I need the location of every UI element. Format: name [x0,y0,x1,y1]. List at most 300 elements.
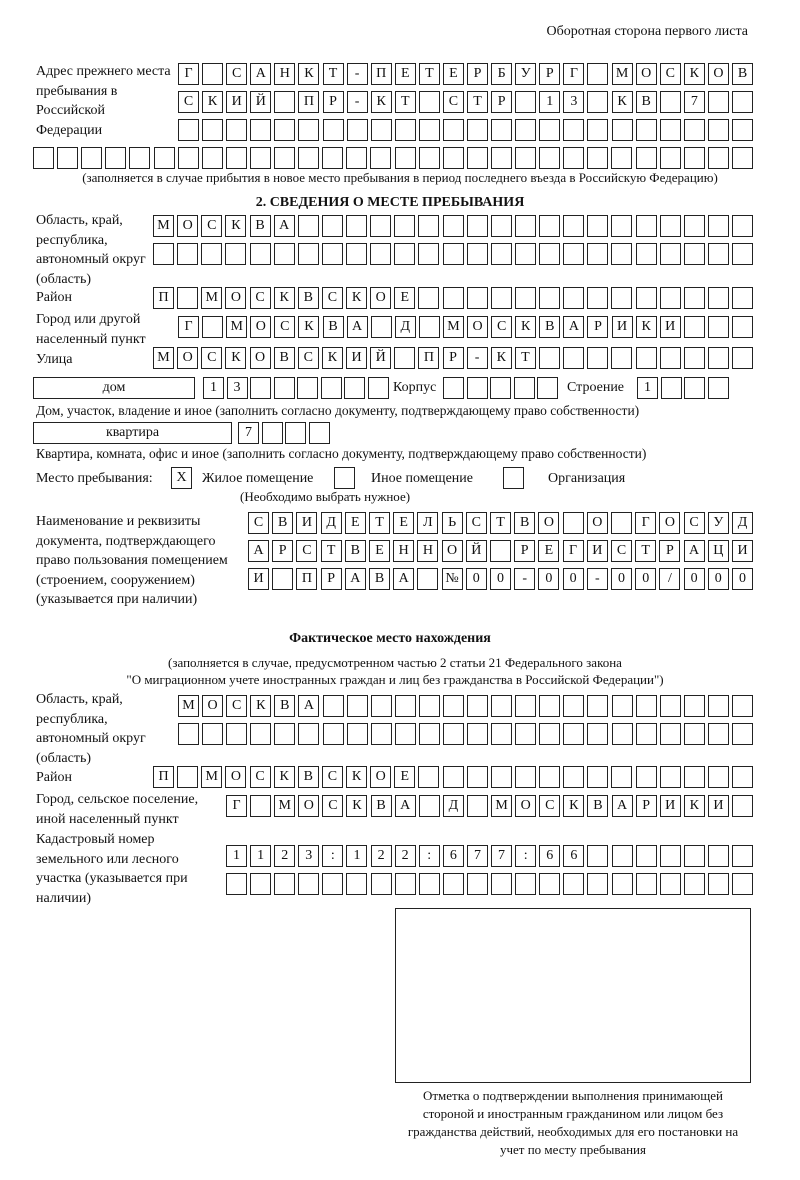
char-cell[interactable]: К [371,91,392,113]
char-cell[interactable]: Д [321,512,342,534]
char-cell[interactable]: К [298,316,319,338]
char-cell[interactable]: / [659,568,680,590]
char-cell[interactable] [394,347,415,369]
char-cell[interactable]: П [371,63,392,85]
char-cell[interactable] [684,243,705,265]
char-cell[interactable] [684,695,705,717]
char-cell[interactable] [515,91,536,113]
char-cell[interactable] [178,119,199,141]
char-cell[interactable]: М [612,63,633,85]
char-cell[interactable]: Т [490,512,511,534]
char-cell[interactable]: : [419,845,440,867]
char-cell[interactable]: 0 [684,568,705,590]
char-cell[interactable] [636,215,657,237]
char-cell[interactable]: К [202,91,223,113]
char-cell[interactable] [467,723,488,745]
char-cell[interactable] [514,377,535,399]
char-cell[interactable] [515,215,536,237]
char-cell[interactable] [467,377,488,399]
char-cell[interactable] [371,316,392,338]
char-cell[interactable] [708,695,729,717]
char-cell[interactable] [419,695,440,717]
char-cell[interactable]: В [539,316,560,338]
char-cell[interactable]: Г [635,512,656,534]
char-cell[interactable] [491,287,512,309]
char-cell[interactable]: К [346,766,367,788]
char-cell[interactable]: Р [514,540,535,562]
char-cell[interactable]: К [515,316,536,338]
char-cell[interactable]: Г [563,63,584,85]
char-cell[interactable] [587,347,608,369]
char-cell[interactable]: 7 [467,845,488,867]
char-cell[interactable] [250,243,271,265]
char-cell[interactable] [272,568,293,590]
char-cell[interactable]: А [393,568,414,590]
char-cell[interactable] [587,845,608,867]
char-cell[interactable]: И [226,91,247,113]
char-cell[interactable] [347,119,368,141]
char-cell[interactable]: Г [178,316,199,338]
char-cell[interactable] [636,287,657,309]
char-cell[interactable]: К [636,316,657,338]
char-cell[interactable] [322,873,343,895]
char-cell[interactable] [539,695,560,717]
char-cell[interactable]: И [660,795,681,817]
char-cell[interactable]: 6 [443,845,464,867]
char-cell[interactable]: П [153,766,174,788]
char-cell[interactable] [225,243,246,265]
char-cell[interactable]: - [514,568,535,590]
char-cell[interactable] [563,119,584,141]
char-cell[interactable]: О [250,347,271,369]
char-cell[interactable]: 1 [226,845,247,867]
char-cell[interactable] [250,377,271,399]
char-cell[interactable] [732,147,753,169]
char-cell[interactable]: Р [587,316,608,338]
char-cell[interactable] [660,287,681,309]
char-cell[interactable]: Е [345,512,366,534]
char-cell[interactable] [274,377,295,399]
char-cell[interactable] [274,147,295,169]
char-cell[interactable] [660,723,681,745]
char-cell[interactable]: Р [323,91,344,113]
char-cell[interactable] [563,243,584,265]
char-cell[interactable]: О [298,795,319,817]
char-cell[interactable]: - [467,347,488,369]
char-cell[interactable]: О [467,316,488,338]
char-cell[interactable] [250,119,271,141]
char-cell[interactable]: А [250,63,271,85]
char-cell[interactable] [491,695,512,717]
char-cell[interactable] [309,422,330,444]
char-cell[interactable]: Д [395,316,416,338]
char-cell[interactable]: Т [635,540,656,562]
char-cell[interactable] [708,91,729,113]
char-cell[interactable] [323,119,344,141]
char-cell[interactable] [684,873,705,895]
char-cell[interactable]: С [226,695,247,717]
char-cell[interactable]: В [587,795,608,817]
char-cell[interactable] [467,243,488,265]
char-cell[interactable]: Р [539,63,560,85]
char-cell[interactable] [298,243,319,265]
checkbox-residential[interactable]: X [171,467,192,489]
char-cell[interactable] [262,422,283,444]
char-cell[interactable] [419,795,440,817]
char-cell[interactable] [443,377,464,399]
char-cell[interactable]: О [177,347,198,369]
char-cell[interactable]: Т [395,91,416,113]
char-cell[interactable] [611,243,632,265]
char-cell[interactable] [515,873,536,895]
char-cell[interactable] [563,347,584,369]
char-cell[interactable]: Л [417,512,438,534]
char-cell[interactable]: 0 [732,568,753,590]
char-cell[interactable] [587,873,608,895]
char-cell[interactable]: № [442,568,463,590]
char-cell[interactable] [684,723,705,745]
char-cell[interactable]: К [684,63,705,85]
char-cell[interactable] [660,215,681,237]
char-cell[interactable]: А [612,795,633,817]
char-cell[interactable] [708,243,729,265]
char-cell[interactable]: С [248,512,269,534]
char-cell[interactable]: 2 [371,845,392,867]
char-cell[interactable]: О [370,766,391,788]
char-cell[interactable] [539,119,560,141]
char-cell[interactable] [660,243,681,265]
char-cell[interactable]: С [660,63,681,85]
char-cell[interactable] [612,845,633,867]
char-cell[interactable]: М [201,287,222,309]
char-cell[interactable] [418,766,439,788]
char-cell[interactable] [636,766,657,788]
char-cell[interactable]: О [636,63,657,85]
char-cell[interactable]: О [538,512,559,534]
char-cell[interactable]: 1 [346,845,367,867]
char-cell[interactable]: 0 [708,568,729,590]
char-cell[interactable] [226,873,247,895]
char-cell[interactable] [419,119,440,141]
char-cell[interactable] [708,347,729,369]
char-cell[interactable] [660,147,681,169]
char-cell[interactable] [539,287,560,309]
char-cell[interactable] [539,347,560,369]
char-cell[interactable]: С [201,347,222,369]
char-cell[interactable]: М [153,215,174,237]
char-cell[interactable] [154,147,175,169]
char-cell[interactable]: К [322,347,343,369]
char-cell[interactable]: В [636,91,657,113]
char-cell[interactable] [226,147,247,169]
char-cell[interactable]: К [274,766,295,788]
char-cell[interactable]: В [732,63,753,85]
char-cell[interactable]: И [732,540,753,562]
char-cell[interactable] [443,215,464,237]
char-cell[interactable] [539,723,560,745]
char-cell[interactable]: А [684,540,705,562]
char-cell[interactable]: С [250,766,271,788]
char-cell[interactable] [563,695,584,717]
char-cell[interactable] [250,795,271,817]
char-cell[interactable]: 0 [563,568,584,590]
char-cell[interactable]: Ь [442,512,463,534]
char-cell[interactable] [611,287,632,309]
char-cell[interactable]: Е [394,766,415,788]
char-cell[interactable]: Г [178,63,199,85]
char-cell[interactable] [732,723,753,745]
char-cell[interactable]: М [201,766,222,788]
char-cell[interactable]: В [250,215,271,237]
char-cell[interactable]: С [539,795,560,817]
char-cell[interactable]: К [563,795,584,817]
char-cell[interactable] [322,243,343,265]
char-cell[interactable]: С [226,63,247,85]
char-cell[interactable] [684,119,705,141]
char-cell[interactable] [467,695,488,717]
char-cell[interactable] [732,347,753,369]
char-cell[interactable] [587,695,608,717]
char-cell[interactable] [563,873,584,895]
char-cell[interactable] [394,215,415,237]
char-cell[interactable] [417,568,438,590]
char-cell[interactable] [226,119,247,141]
char-cell[interactable]: С [611,540,632,562]
char-cell[interactable]: К [298,63,319,85]
char-cell[interactable]: Б [491,63,512,85]
char-cell[interactable]: О [587,512,608,534]
char-cell[interactable] [418,287,439,309]
char-cell[interactable] [636,845,657,867]
char-cell[interactable] [732,845,753,867]
char-cell[interactable] [153,243,174,265]
char-cell[interactable] [81,147,102,169]
char-cell[interactable] [467,873,488,895]
char-cell[interactable] [419,91,440,113]
char-cell[interactable] [298,873,319,895]
char-cell[interactable] [684,147,705,169]
char-cell[interactable] [612,873,633,895]
char-cell[interactable]: И [708,795,729,817]
char-cell[interactable] [467,795,488,817]
char-cell[interactable] [443,287,464,309]
char-cell[interactable]: И [346,347,367,369]
char-cell[interactable] [660,91,681,113]
char-cell[interactable]: Г [226,795,247,817]
char-cell[interactable] [563,147,584,169]
char-cell[interactable] [491,147,512,169]
char-cell[interactable] [33,147,54,169]
char-cell[interactable] [732,795,753,817]
char-cell[interactable] [732,287,753,309]
char-cell[interactable]: 3 [227,377,248,399]
char-cell[interactable]: 1 [203,377,224,399]
char-cell[interactable] [732,695,753,717]
char-cell[interactable]: Р [272,540,293,562]
char-cell[interactable] [467,766,488,788]
char-cell[interactable] [467,119,488,141]
char-cell[interactable] [732,316,753,338]
char-cell[interactable] [202,119,223,141]
char-cell[interactable] [346,147,367,169]
char-cell[interactable] [515,243,536,265]
char-cell[interactable] [515,147,536,169]
char-cell[interactable] [636,695,657,717]
char-cell[interactable] [539,873,560,895]
char-cell[interactable]: К [684,795,705,817]
char-cell[interactable]: И [296,512,317,534]
char-cell[interactable]: А [347,316,368,338]
char-cell[interactable] [298,723,319,745]
char-cell[interactable] [636,147,657,169]
char-cell[interactable] [708,873,729,895]
char-cell[interactable]: М [153,347,174,369]
char-cell[interactable]: Й [250,91,271,113]
char-cell[interactable]: - [347,91,368,113]
char-cell[interactable] [323,723,344,745]
char-cell[interactable]: 6 [563,845,584,867]
char-cell[interactable] [105,147,126,169]
char-cell[interactable]: У [708,512,729,534]
char-cell[interactable] [491,873,512,895]
char-cell[interactable]: О [708,63,729,85]
char-cell[interactable]: - [587,568,608,590]
char-cell[interactable]: И [660,316,681,338]
char-cell[interactable] [322,147,343,169]
char-cell[interactable]: Е [369,540,390,562]
char-cell[interactable] [732,91,753,113]
char-cell[interactable]: Н [274,63,295,85]
char-cell[interactable]: Е [393,512,414,534]
char-cell[interactable]: 7 [684,91,705,113]
char-cell[interactable]: Н [417,540,438,562]
char-cell[interactable] [177,243,198,265]
char-cell[interactable] [347,695,368,717]
char-cell[interactable] [322,215,343,237]
char-cell[interactable] [395,119,416,141]
char-cell[interactable]: В [323,316,344,338]
char-cell[interactable]: О [177,215,198,237]
char-cell[interactable]: 1 [250,845,271,867]
char-cell[interactable]: С [178,91,199,113]
char-cell[interactable]: И [587,540,608,562]
char-cell[interactable] [443,723,464,745]
char-cell[interactable] [587,215,608,237]
char-cell[interactable]: Р [659,540,680,562]
char-cell[interactable] [490,540,511,562]
char-cell[interactable] [515,723,536,745]
char-cell[interactable] [418,243,439,265]
char-cell[interactable]: К [346,287,367,309]
char-cell[interactable]: 3 [563,91,584,113]
char-cell[interactable]: О [225,766,246,788]
char-cell[interactable] [491,766,512,788]
char-cell[interactable]: Е [538,540,559,562]
char-cell[interactable] [346,873,367,895]
char-cell[interactable] [370,243,391,265]
char-cell[interactable]: С [296,540,317,562]
char-cell[interactable]: К [250,695,271,717]
char-cell[interactable] [539,766,560,788]
char-cell[interactable] [202,147,223,169]
checkbox-other-premises[interactable] [334,467,355,489]
char-cell[interactable] [371,695,392,717]
char-cell[interactable] [250,147,271,169]
char-cell[interactable]: 0 [635,568,656,590]
char-cell[interactable]: К [612,91,633,113]
char-cell[interactable]: 0 [611,568,632,590]
char-cell[interactable] [587,243,608,265]
char-cell[interactable] [491,119,512,141]
char-cell[interactable] [708,377,729,399]
char-cell[interactable]: Д [732,512,753,534]
char-cell[interactable]: 3 [298,845,319,867]
char-cell[interactable]: В [371,795,392,817]
flat-type-field[interactable]: квартира [33,422,232,444]
char-cell[interactable] [611,215,632,237]
char-cell[interactable] [661,377,682,399]
char-cell[interactable] [611,147,632,169]
char-cell[interactable] [708,215,729,237]
char-cell[interactable]: С [274,316,295,338]
char-cell[interactable] [684,287,705,309]
char-cell[interactable]: М [443,316,464,338]
char-cell[interactable] [636,723,657,745]
char-cell[interactable]: С [298,347,319,369]
char-cell[interactable] [274,119,295,141]
char-cell[interactable] [587,63,608,85]
char-cell[interactable]: С [201,215,222,237]
char-cell[interactable] [419,147,440,169]
char-cell[interactable]: П [296,568,317,590]
char-cell[interactable] [587,147,608,169]
char-cell[interactable] [611,347,632,369]
char-cell[interactable] [419,316,440,338]
char-cell[interactable]: П [153,287,174,309]
char-cell[interactable] [539,147,560,169]
char-cell[interactable] [539,243,560,265]
char-cell[interactable] [684,377,705,399]
char-cell[interactable] [467,147,488,169]
char-cell[interactable] [371,723,392,745]
char-cell[interactable] [612,723,633,745]
char-cell[interactable] [515,695,536,717]
char-cell[interactable]: В [298,766,319,788]
char-cell[interactable] [419,873,440,895]
char-cell[interactable] [660,695,681,717]
char-cell[interactable] [202,316,223,338]
char-cell[interactable] [368,377,389,399]
char-cell[interactable] [370,215,391,237]
checkbox-organization[interactable] [503,467,524,489]
char-cell[interactable] [491,723,512,745]
char-cell[interactable] [636,119,657,141]
char-cell[interactable]: Й [370,347,391,369]
char-cell[interactable] [563,723,584,745]
char-cell[interactable] [587,119,608,141]
char-cell[interactable] [611,512,632,534]
char-cell[interactable]: Т [515,347,536,369]
char-cell[interactable] [443,119,464,141]
char-cell[interactable]: 6 [539,845,560,867]
char-cell[interactable] [419,723,440,745]
char-cell[interactable] [636,873,657,895]
char-cell[interactable]: П [298,91,319,113]
char-cell[interactable]: Г [563,540,584,562]
char-cell[interactable]: Й [466,540,487,562]
char-cell[interactable]: У [515,63,536,85]
char-cell[interactable] [611,766,632,788]
